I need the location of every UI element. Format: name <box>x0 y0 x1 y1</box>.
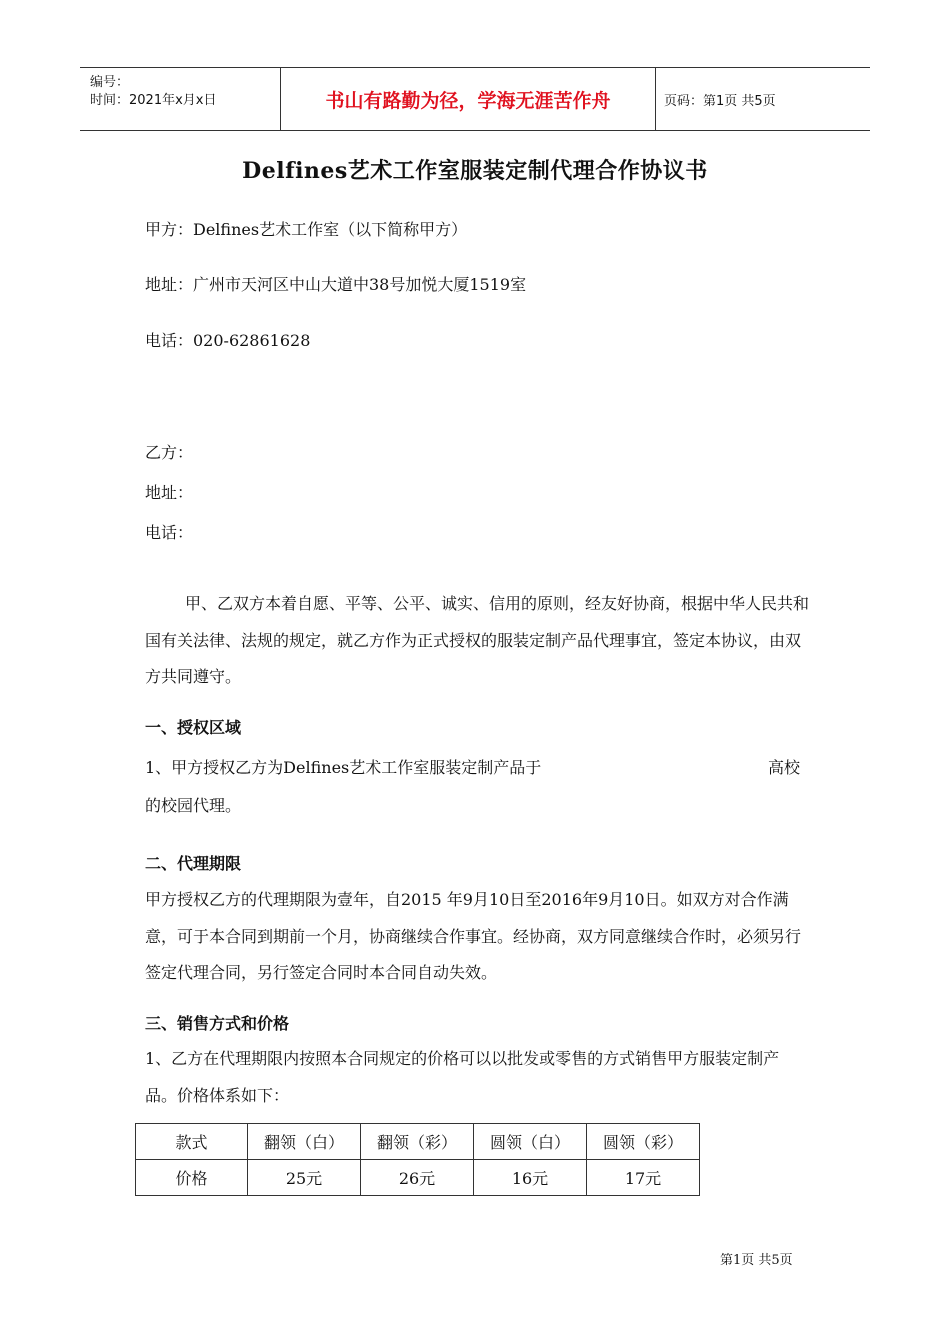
section-heading-2: 二、代理期限 <box>145 854 242 873</box>
price-table-header-cell: 圆领（彩） <box>587 1124 700 1160</box>
price-table-cell: 26元 <box>361 1160 474 1196</box>
section-1-text-c: 的校园代理。 <box>145 796 242 815</box>
section-1-text-a: 1、甲方授权乙方为Delfines艺术工作室服装定制产品于 <box>145 758 542 777</box>
party-a-name: 甲方：Delfines艺术工作室（以下简称甲方） <box>145 220 468 239</box>
header-meta <box>80 68 280 130</box>
section-3-text: 1、乙方在代理期限内按照本合同规定的价格可以以批发或零售的方式销售甲方服装定制产品。价格体系如下： <box>145 1049 780 1105</box>
price-table-header-row <box>136 1124 700 1160</box>
price-table-header-cell: 翻领（白） <box>248 1124 361 1160</box>
party-a-address: 地址：广州市天河区中山大道中38号加悦大厦1519室 <box>145 275 527 294</box>
header-motto-cell <box>280 68 656 130</box>
party-a-phone: 电话：020-62861628 <box>145 331 311 350</box>
price-table-cell: 25元 <box>248 1160 361 1196</box>
party-b-address: 地址： <box>145 483 194 502</box>
page-info: 页码：第1页 共5页 <box>664 93 776 109</box>
party-b-name: 乙方： <box>145 443 194 462</box>
party-b-phone: 电话： <box>145 523 194 542</box>
motto: 书山有路勤为径，学海无涯苦作舟 <box>325 89 611 112</box>
section-heading-3: 三、销售方式和价格 <box>145 1014 290 1033</box>
number-label: 编号： <box>90 75 130 90</box>
price-table-header-cell: 圆领（白） <box>474 1124 587 1160</box>
price-table-row <box>136 1160 700 1196</box>
price-table <box>135 1123 700 1196</box>
price-table-cell: 17元 <box>587 1160 700 1196</box>
intro-text: 甲、乙双方本着自愿、平等、公平、诚实、信用的原则，经友好协商，根据中华人民共和国有关法律、法规的规定，就乙方作为正式授权的服装定制产品代理事宜，签定本协议，由双方共同遵守。 <box>145 594 810 686</box>
section-heading-1: 一、授权区域 <box>145 718 242 737</box>
section-1-text-b: 高校 <box>768 758 801 777</box>
page-header <box>80 67 870 131</box>
price-table-header-cell: 翻领（彩） <box>361 1124 474 1160</box>
price-table-cell: 16元 <box>474 1160 587 1196</box>
time-label: 时间：2021年x月x日 <box>90 93 217 108</box>
page-footer: 第1页 共5页 <box>720 1253 793 1268</box>
intro-paragraph <box>145 586 809 696</box>
section-2-text: 甲方授权乙方的代理期限为壹年，自2015 年9月10日至2016年9月10日。如双方对合作满意，可于本合同到期前一个月，协商继续合作事宜。经协商，双方同意继续合作时，必须另行签定代理合同，另行签定合同时本合同自动失效。 <box>145 890 802 982</box>
price-table-header-cell: 款式 <box>136 1124 248 1160</box>
price-table-cell: 价格 <box>136 1160 248 1196</box>
document-title: Delfines艺术工作室服装定制代理合作协议书 <box>242 158 708 184</box>
